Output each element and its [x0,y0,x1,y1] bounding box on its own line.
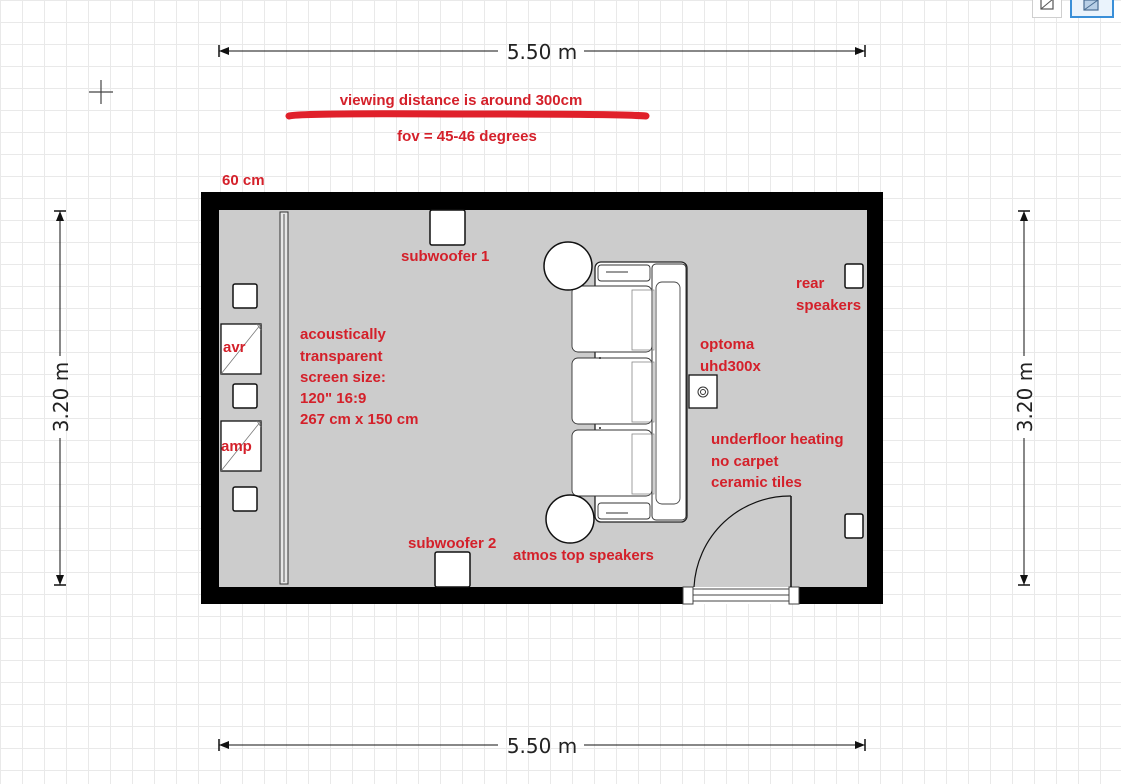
red-underline-stroke [289,114,646,116]
subwoofer2-label: subwoofer 2 [408,535,497,552]
rear-speaker-left[interactable] [845,264,863,288]
left-dimension [49,211,73,585]
center-speaker[interactable] [233,384,257,408]
floor-note-line3: ceramic tiles [711,474,802,491]
top-dimension [219,40,865,64]
rear-speaker-right[interactable] [845,514,863,538]
fov-note: fov = 45-46 degrees [397,128,537,145]
projector[interactable] [689,375,717,408]
optoma-label-line1: optoma [700,336,755,353]
left-dimension-label: 3.20 m [49,361,73,433]
avr-label: avr [223,339,246,356]
screen-note-line5: 267 cm x 150 cm [300,411,419,428]
front-left-speaker[interactable] [233,284,257,308]
rear-label-line2: speakers [796,297,862,314]
subwoofer-2[interactable] [435,552,470,587]
floor-note-line1: underfloor heating [711,431,844,448]
optoma-label-line2: uhd300x [700,358,761,375]
subwoofer1-label: subwoofer 1 [401,248,490,265]
subwoofer-1[interactable] [430,210,465,245]
projection-screen[interactable] [280,212,288,584]
atmos-speaker-top[interactable] [544,242,592,290]
sofa[interactable] [572,262,687,522]
top-dimension-label: 5.50 m [506,40,578,64]
atmos-label: atmos top speakers [513,547,654,564]
atmos-speaker-bottom[interactable] [546,495,594,543]
amp-label: amp [221,438,252,455]
front-right-speaker[interactable] [233,487,257,511]
viewing-distance-note: viewing distance is around 300cm [339,92,583,109]
right-dimension [1013,211,1037,585]
bottom-dimension-label: 5.50 m [506,734,578,758]
screen-note-line3: screen size: [300,369,386,386]
right-dimension-label: 3.20 m [1013,361,1037,433]
rear-label-line1: rear [796,275,825,292]
screen-note-line2: transparent [300,348,383,365]
bottom-dimension [219,734,865,758]
crosshair-icon [89,80,113,104]
floor-note-line2: no carpet [711,453,779,470]
screen-note-line1: acoustically [300,326,386,343]
wall-offset-note: 60 cm [222,172,265,189]
screen-note-line4: 120" 16:9 [300,390,367,407]
